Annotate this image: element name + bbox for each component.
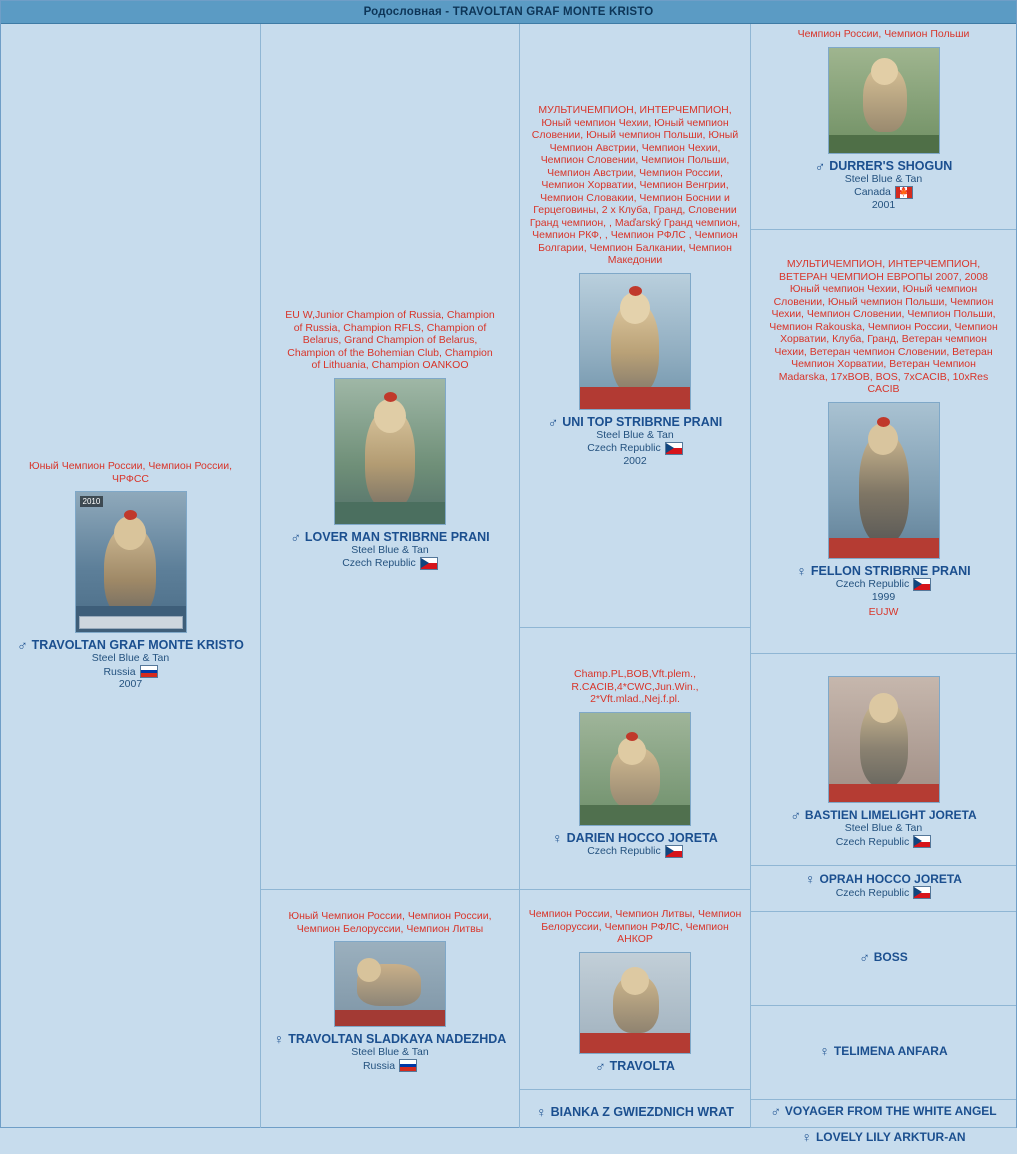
dog-titles: МУЛЬТИЧЕМПИОН, ИНТЕРЧЕМПИОН, ВЕТЕРАН ЧЕМПИОН ЕВРОПЫ 2007, 2008 Юный чемпион Чехии, Юный чемпион Словении, Юный чемпион Польши, Чемпион Чехии, Чемпион Словении, Чемпион Польши, Чемпион Rakouska, Чемпион России, Чемпион Хорватии, Клуба, Гранд, Ветеран чемпион Чехии, Ветеран чемпион Словении, Ветеран Чемпион Хорватии, Ветеран Чемпион Madarska, 17xBOB, BOS, 7xCACIB, 10xRes CACIB: [769, 258, 998, 395]
female-icon: ♀: [805, 871, 816, 887]
dog-titles: МУЛЬТИЧЕМПИОН, ИНТЕРЧЕМПИОН, Юный чемпион Чехии, Юный чемпион Словении, Юный чемпион Польши, Юный Чемпион Австрии, Чемпион Чехии, Чемпион Словении, Чемпион Польши, Чемпион Австрии, Чемпион России, Чемпион Хорватии, Чемпион Венгрии, Чемпион Словакии, Чемпион Боснии и Герцеговины, 2 х Клуба, Гранд, Словении Гранд чемпион, , Maďarský Гранд чемпион, Чемпион РКФ, , Чемпион РФЛС , Чемпион Болгарии, Чемпион Балкании, Чемпион Македонии: [529, 104, 741, 266]
male-icon: ♂: [790, 807, 801, 823]
dog-country-row: [526, 442, 744, 455]
female-icon: ♀: [552, 829, 563, 846]
dog-name-row[interactable]: [526, 415, 744, 429]
female-icon: ♀: [796, 562, 807, 579]
dog-card-subject[interactable]: [1, 456, 260, 695]
flag-czech-icon: [913, 886, 931, 899]
dog-name: BOSS: [873, 950, 908, 964]
female-icon: ♀: [801, 1129, 812, 1145]
dog-card-gg8[interactable]: [751, 1128, 1016, 1154]
dog-country: Czech Republic: [835, 886, 910, 899]
dog-country: Czech Republic: [835, 578, 910, 590]
dog-color: Steel Blue & Tan: [844, 822, 923, 834]
generation-column-3: [519, 24, 750, 1128]
photo-watermark: [79, 616, 183, 629]
dog-card-gg4[interactable]: [751, 866, 1016, 912]
dog-name: BASTIEN LIMELIGHT JORETA: [804, 808, 977, 822]
generation-column-2: [260, 24, 519, 1128]
window-title-bar: [1, 1, 1016, 24]
female-icon: ♀: [536, 1104, 547, 1120]
flag-czech-icon: [420, 557, 438, 570]
dog-country: Czech Republic: [835, 835, 910, 848]
dog-name-row[interactable]: [757, 1044, 1010, 1058]
dog-name-row[interactable]: [757, 872, 1010, 886]
dog-photo[interactable]: [828, 402, 940, 559]
dog-card-gg7[interactable]: [751, 1100, 1016, 1128]
dog-country-row: [267, 557, 513, 570]
dog-year: 2002: [623, 454, 647, 467]
dog-titles: EU W,Junior Champion of Russia, Champion of Russia, Champion RFLS, Champion of Belarus, Grand Champion of Belarus, Champion of the Bohemian Club, Champion of Lithuania, Champion OANKOO: [285, 309, 495, 371]
dog-name: UNI TOP STRIBRNE PRANI: [562, 414, 723, 429]
dog-color: Steel Blue & Tan: [596, 428, 674, 441]
dog-name: DURRER'S SHOGUN: [829, 158, 953, 173]
pedigree-grid: [1, 24, 1016, 1145]
dog-card-gg5[interactable]: [751, 912, 1016, 1006]
dog-country: Russia: [103, 665, 136, 678]
flag-czech-icon: [665, 442, 683, 455]
male-icon: ♂: [859, 949, 870, 965]
male-icon: ♂: [547, 413, 559, 430]
dog-color: Steel Blue & Tan: [351, 543, 429, 556]
dog-extra-title: EUJW: [868, 605, 899, 618]
dog-color: Steel Blue & Tan: [351, 1046, 429, 1058]
dog-name-row[interactable]: [757, 1130, 1010, 1144]
dog-titles: Юный Чемпион России, Чемпион России, ЧРФСС: [28, 460, 233, 485]
dog-photo[interactable]: [828, 47, 940, 154]
dog-name: DARIEN HOCCO JORETA: [566, 830, 718, 845]
dog-name-row[interactable]: [526, 1105, 744, 1119]
dog-country-row: [267, 1059, 513, 1072]
flag-czech-icon: [913, 578, 931, 591]
photo-year-badge: 2010: [80, 496, 104, 507]
dog-photo[interactable]: [579, 712, 691, 826]
dog-titles: Чемпион России, Чемпион Литвы, Чемпион Белоруссии, Чемпион РФЛС, Чемпион АНКОР: [528, 908, 742, 945]
dog-country-row: [7, 665, 254, 678]
dog-country: Czech Republic: [342, 557, 416, 569]
dog-photo[interactable]: [579, 273, 691, 410]
dog-name-row[interactable]: [526, 831, 744, 845]
dog-name: TELIMENA ANFARA: [833, 1044, 948, 1058]
dog-titles: Юный Чемпион России, Чемпион России, Чемпион Белоруссии, Чемпион Литвы: [288, 910, 492, 935]
dog-card-gg2[interactable]: [751, 230, 1016, 654]
dog-card-gg6[interactable]: [751, 1006, 1016, 1100]
male-icon: ♂: [814, 157, 826, 174]
male-icon: ♂: [595, 1057, 606, 1074]
dog-name: VOYAGER FROM THE WHITE ANGEL: [784, 1104, 997, 1118]
dog-country-row: [757, 886, 1010, 899]
flag-czech-icon: [665, 845, 683, 858]
dog-name: TRAVOLTAN GRAF MONTE KRISTO: [31, 638, 244, 652]
page-title: Родословная - TRAVOLTAN GRAF MONTE KRISTO: [363, 6, 654, 18]
dog-country-row: [526, 845, 744, 858]
female-icon: ♀: [819, 1043, 830, 1059]
dog-name-row[interactable]: [267, 1032, 513, 1046]
flag-russia-icon: [399, 1059, 417, 1072]
dog-card-sire-dam[interactable]: [520, 628, 750, 890]
dog-name: BIANKA Z GWIEZDNICH WRAT: [550, 1105, 734, 1119]
flag-czech-icon: [913, 835, 931, 848]
dog-card-dam[interactable]: [261, 890, 519, 1128]
dog-color: Steel Blue & Tan: [91, 652, 170, 664]
dog-name: LOVER MAN STRIBRNE PRANI: [304, 529, 490, 544]
dog-country-row: [757, 186, 1010, 199]
dog-name-row[interactable]: [757, 564, 1010, 578]
generation-column-4: [750, 24, 1016, 1145]
dog-country: Czech Republic: [587, 845, 661, 857]
dog-photo[interactable]: [828, 676, 940, 803]
dog-name-row[interactable]: [757, 950, 1010, 964]
dog-card-gg1[interactable]: [751, 24, 1016, 230]
dog-color: Steel Blue & Tan: [844, 172, 923, 185]
dog-card-gg3[interactable]: [751, 654, 1016, 866]
dog-photo[interactable]: [334, 378, 446, 525]
male-icon: ♂: [770, 1103, 781, 1119]
dog-country: Canada: [854, 186, 891, 198]
dog-titles: Champ.PL,BOB,Vft.plem., R.CACIB,4*CWC,Jun.Win., 2*Vft.mlad.,Nej.f.pl.: [571, 668, 699, 705]
dog-name-row[interactable]: [267, 530, 513, 544]
dog-card-sire-sire[interactable]: [520, 24, 750, 628]
female-icon: ♀: [273, 1031, 285, 1047]
dog-name: TRAVOLTAN SLADKAYA NADEZHDA: [288, 1032, 507, 1046]
dog-photo[interactable]: [334, 941, 446, 1027]
dog-country-row: [757, 578, 1010, 591]
dog-photo[interactable]: [579, 952, 691, 1054]
dog-year: 2007: [118, 678, 143, 690]
male-icon: ♂: [17, 637, 28, 653]
flag-russia-icon: [140, 665, 158, 678]
generation-column-1: [1, 24, 260, 1128]
dog-name-row[interactable]: [526, 1059, 744, 1073]
dog-year: 1999: [871, 590, 896, 603]
dog-country: Czech Republic: [587, 442, 661, 454]
dog-card-dam-sire[interactable]: [520, 890, 750, 1090]
dog-name: LOVELY LILY ARKTUR-AN: [815, 1130, 966, 1144]
male-icon: ♂: [290, 528, 301, 545]
dog-name-row[interactable]: [7, 638, 254, 652]
dog-name: FELLON STRIBRNE PRANI: [810, 563, 971, 578]
dog-photo[interactable]: [75, 491, 187, 633]
dog-name: OPRAH HOCCO JORETA: [819, 872, 962, 886]
dog-year: 2001: [871, 198, 896, 211]
flag-canada-icon: 🍁: [895, 186, 913, 199]
dog-country: Russia: [362, 1059, 396, 1072]
dog-titles: Чемпион России, Чемпион Польши: [797, 28, 970, 40]
dog-name-row[interactable]: [757, 159, 1010, 173]
dog-country-row: [757, 835, 1010, 848]
dog-name: TRAVOLTA: [609, 1058, 675, 1073]
dog-name-row[interactable]: [757, 808, 1010, 822]
dog-card-sire[interactable]: [261, 24, 519, 890]
dog-card-dam-dam[interactable]: [520, 1090, 750, 1128]
dog-name-row[interactable]: [757, 1104, 1010, 1118]
